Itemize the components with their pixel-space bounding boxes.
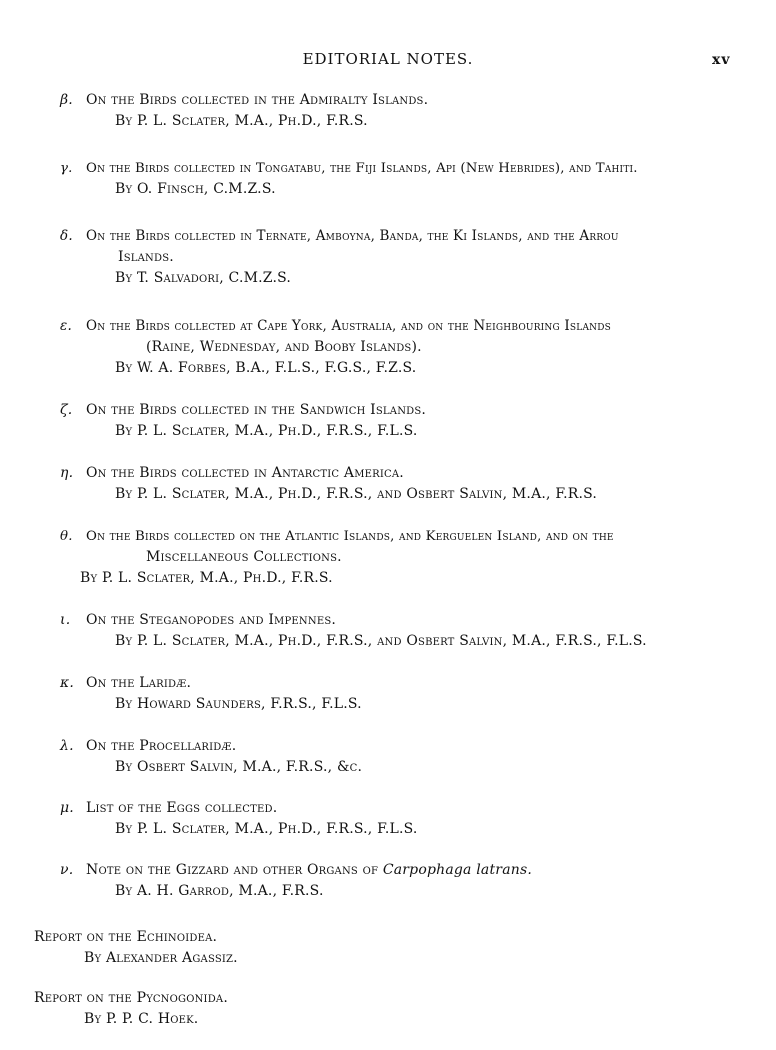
- report-item: [0, 988, 776, 1030]
- entry-title: On the Steganopodes and Impennes.: [86, 612, 337, 628]
- entry-author: By Howard Saunders, F.R.S., F.L.S.: [115, 696, 362, 712]
- entry-author: By P. L. Sclater, M.A., Ph.D., F.R.S., F.L.S.: [115, 423, 418, 439]
- entry-letter: θ.: [60, 529, 73, 544]
- entry-letter: μ.: [60, 800, 74, 816]
- entry-title: On the Birds collected on the Atlantic Islands, and Kerguelen Island, and on the: [86, 529, 614, 544]
- entry-title-continued: Islands.: [118, 249, 174, 265]
- report-author: By P. P. C. Hoek.: [84, 1011, 199, 1027]
- entry-author: By W. A. Forbes, B.A., F.L.S., F.G.S., F.Z.S.: [115, 360, 417, 376]
- page-title: EDITORIAL NOTES.: [302, 50, 474, 68]
- list-item: [0, 400, 776, 442]
- report-author: By Alexander Agassiz.: [84, 950, 238, 966]
- entry-letter: γ.: [60, 161, 73, 176]
- entry-letter: β.: [60, 92, 73, 108]
- entry-author: By A. H. Garrod, M.A., F.R.S.: [115, 883, 324, 899]
- entry-title: On the Birds collected at Cape York, Australia, and on the Neighbouring Islands: [86, 318, 612, 334]
- report-item: [0, 927, 776, 969]
- entry-letter: ε.: [60, 318, 72, 334]
- entry-author: By O. Finsch, C.M.Z.S.: [115, 181, 276, 197]
- entry-title: On the Birds collected in Antarctic America.: [86, 465, 404, 481]
- entry-title: On the Laridæ.: [86, 675, 192, 691]
- list-item: [0, 158, 776, 200]
- entry-author: By Osbert Salvin, M.A., F.R.S., &c.: [115, 759, 363, 775]
- entry-letter: ι.: [60, 612, 71, 628]
- entry-author: By P. L. Sclater, M.A., Ph.D., F.R.S., and Osbert Salvin, M.A., F.R.S.: [115, 486, 598, 502]
- entry-title-species: Carpophaga latrans.: [382, 862, 532, 878]
- entry-title-continued: Miscellaneous Collections.: [146, 549, 342, 565]
- list-item: [0, 673, 776, 715]
- entry-title: Note on the Gizzard and other Organs of: [86, 862, 379, 878]
- entry-letter: λ.: [60, 738, 74, 754]
- entry-letter: η.: [60, 465, 74, 481]
- page-number: xv: [712, 52, 731, 68]
- entry-author: By P. L. Sclater, M.A., Ph.D., F.R.S., and Osbert Salvin, M.A., F.R.S., F.L.S.: [115, 633, 647, 649]
- list-item: [0, 798, 776, 840]
- report-title: Report on the Pycnogonida.: [34, 990, 229, 1006]
- list-item: [0, 463, 776, 505]
- entry-author: By T. Salvadori, C.M.Z.S.: [115, 270, 292, 286]
- list-item: [0, 860, 776, 902]
- entry-author: By P. L. Sclater, M.A., Ph.D., F.R.S., F.L.S.: [115, 821, 418, 837]
- entry-letter: ν.: [60, 862, 74, 878]
- entry-author: By P. L. Sclater, M.A., Ph.D., F.R.S.: [115, 113, 368, 129]
- list-item: [0, 226, 776, 289]
- entry-title: On the Birds collected in the Admiralty Islands.: [86, 92, 429, 108]
- entry-title: On the Birds collected in the Sandwich Islands.: [86, 402, 427, 418]
- entry-title: List of the Eggs collected.: [86, 800, 278, 816]
- entry-title: On the Birds collected in Tongatabu, the Fiji Islands, Api (New Hebrides), and Tahiti.: [86, 161, 638, 176]
- entry-letter: δ.: [60, 228, 73, 244]
- entry-title: On the Procellaridæ.: [86, 738, 237, 754]
- list-item: [0, 90, 776, 132]
- list-item: [0, 526, 776, 589]
- entry-author: By P. L. Sclater, M.A., Ph.D., F.R.S.: [80, 570, 333, 586]
- entry-letter: ζ.: [60, 402, 73, 418]
- entry-title-continued: (Raine, Wednesday, and Booby Islands).: [146, 339, 422, 355]
- report-title: Report on the Echinoidea.: [34, 929, 218, 945]
- entry-title: On the Birds collected in Ternate, Amboyna, Banda, the Ki Islands, and the Arrou: [86, 228, 619, 244]
- list-item: [0, 736, 776, 778]
- list-item: [0, 316, 776, 379]
- entry-letter: κ.: [60, 675, 75, 691]
- list-item: [0, 610, 776, 652]
